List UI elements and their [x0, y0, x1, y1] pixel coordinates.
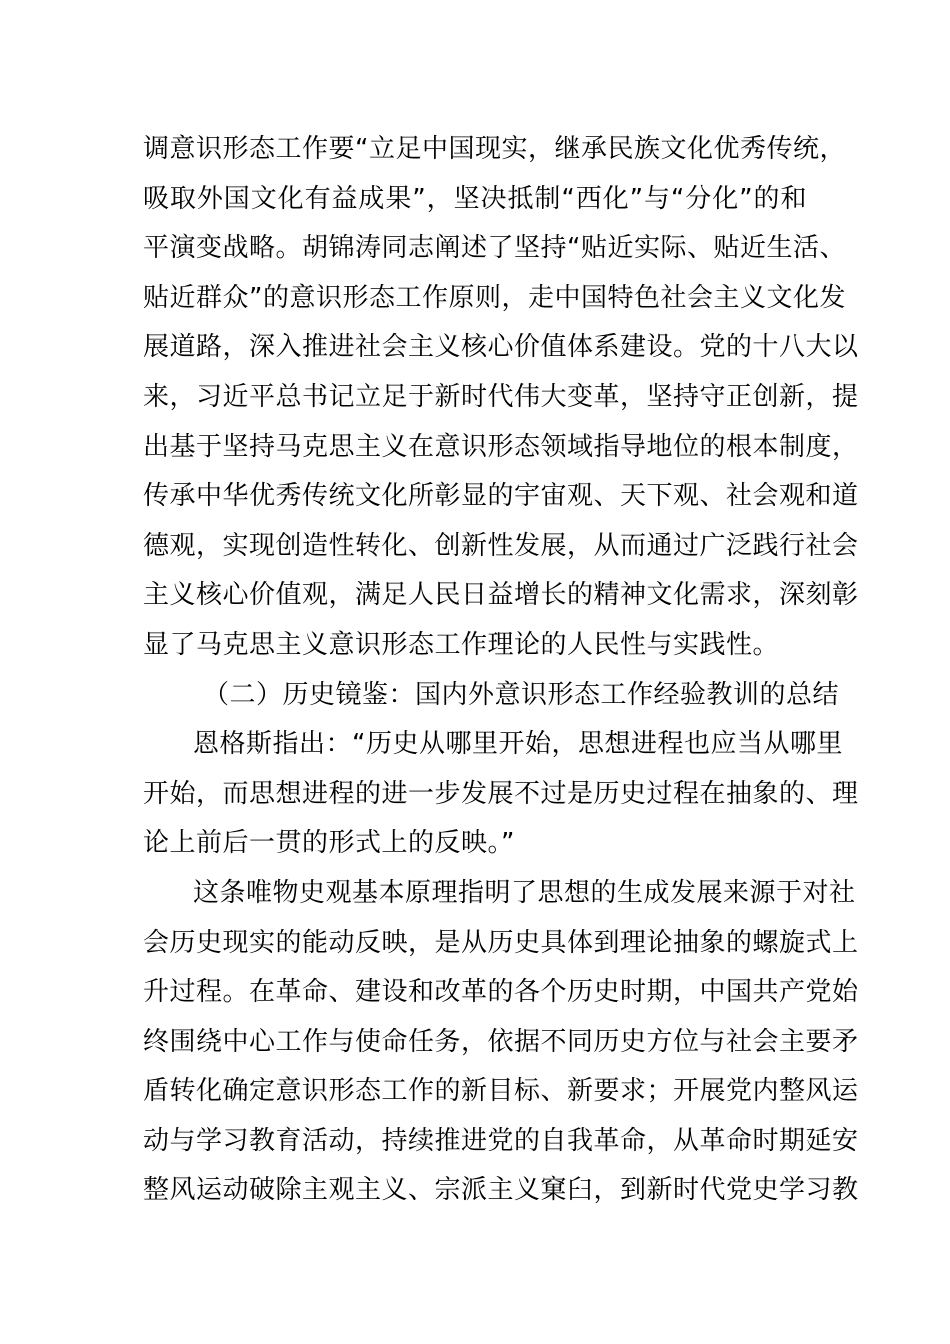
text-line: 展道路，深入推进社会主义核心价值体系建设。党的十八大以 — [143, 332, 859, 363]
text-line: 调意识形态工作要“立足中国现实，继承民族文化优秀传统， — [143, 134, 846, 164]
text-line: 显了马克思主义意识形态工作理论的人民性与实践性。 — [143, 629, 780, 660]
text-line: 开始，而思想进程的进一步发展不过是历史过程在抽象的、理 — [143, 778, 859, 809]
text-line: 主义核心价值观，满足人民日益增长的精神文化需求，深刻彰 — [143, 580, 859, 611]
text-line: 论上前后一贯的形式上的反映。” — [143, 828, 515, 859]
text-line: 来，习近平总书记立足于新时代伟大变革，坚持守正创新，提 — [143, 381, 859, 412]
paragraph — [143, 869, 859, 1216]
text-line: 整风运动破除主观主义、宗派主义窠臼，到新时代党史学习教 — [143, 1175, 859, 1206]
text-line: 动与学习教育活动，持续推进党的自我革命，从革命时期延安 — [143, 1125, 859, 1156]
paragraph — [143, 720, 859, 869]
paragraph — [143, 125, 859, 671]
text-line: 盾转化确定意识形态工作的新目标、新要求；开展党内整风运 — [143, 1076, 859, 1107]
text-line: 会历史现实的能动反映，是从历史具体到理论抽象的螺旋式上 — [143, 927, 859, 958]
text-line: 吸取外国文化有益成果”，坚决抵制“西化”与“分化”的和 — [143, 183, 807, 214]
text-line: 这条唯物史观基本原理指明了思想的生成发展来源于对社 — [193, 877, 856, 908]
text-line: 传承中华优秀传统文化所彰显的宇宙观、天下观、社会观和道 — [143, 481, 859, 512]
text-line: 德观，实现创造性转化、创新性发展，从而通过广泛践行社会 — [143, 530, 859, 561]
text-line: 平演变战略。胡锦涛同志阐述了坚持“贴近实际、贴近生活、 — [143, 233, 846, 264]
text-line: 出基于坚持马克思主义在意识形态领域指导地位的根本制度， — [143, 431, 859, 462]
text-line: 终围绕中心工作与使命任务，依据不同历史方位与社会主要矛 — [143, 1026, 859, 1057]
text-line: 升过程。在革命、建设和改革的各个历史时期，中国共产党始 — [143, 977, 859, 1008]
text-line: 贴近群众”的意识形态工作原则，走中国特色社会主义文化发 — [143, 282, 846, 313]
text-line: 恩格斯指出：“历史从哪里开始，思想进程也应当从哪里 — [193, 729, 843, 760]
document-body — [143, 125, 859, 1216]
section-heading: （二）历史镜鉴：国内外意识形态工作经验教训的总结 — [203, 679, 840, 710]
